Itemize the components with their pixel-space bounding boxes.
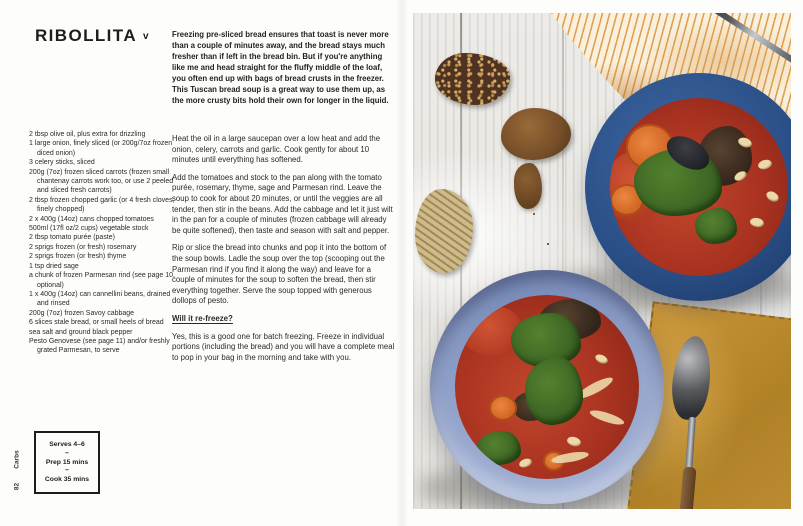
bread-crumb [514,163,542,209]
soup-far [610,98,788,276]
carrot-slice [489,395,517,421]
ingredient-item: 2 tbsp olive oil, plus extra for drizzling [29,131,146,138]
pesto-dollop [525,357,583,425]
cannellini-bean [594,353,609,366]
pesto-dollop [695,208,737,244]
ingredient-item: sea salt and ground black pepper [29,328,133,336]
vegetarian-marker: v [143,31,149,42]
seeded-cracker [435,53,510,105]
cannellini-bean [749,217,764,228]
recipe-intro: Freezing pre-sliced bread ensures that toast is never more than a couple of minutes away, and the bread stays much fresher than if left in the bread bin. But if you're anything like me and head straight for the fluffy middle of the loaf, you often end up with bags of bread crusts in the freezer. This Tuscan bread soup is a great way to use them up, as the more crusty bits hold their own for longer in the liquid. [172,30,389,105]
ingredient-item: 1 large onion, finely sliced (or 200g/7oz frozen diced onion) [29,140,173,157]
info-divider: – [65,449,69,457]
ingredient-item: 1 x 400g (14oz) can cannellini beans, drained and rinsed [29,290,171,308]
ingredient-item: 200g (7oz) frozen Savoy cabbage [29,309,135,317]
ingredient-item: 2 tbsp tomato purée (paste) [29,234,115,242]
chapter-margin-label: Carbs [13,450,21,469]
method-step: Add the tomatoes and stock to the pan along with the tomato purée, rosemary, thyme, sage and Parmesan rind. Leave the soup to cook for about 20 minutes, or until the veggies are all tender, then stir in the beans. Add the cabbage and let it just wilt in the pan for a couple of minutes (frozen cabbage will already be quite softened), then taste and season with salt and pepper. [172,172,393,235]
recipe-photo [413,13,791,509]
soup-near [455,295,639,479]
ingredient-item: 500ml (17fl oz/2 cups) vegetable stock [29,225,149,233]
method-step: Rip or slice the bread into chunks and pop it into the bottom of the soup bowls. Ladle the soup over the top (scooping out the Parmesan rind if you find it along the way) and leave for a couple of minutes for the soup to soften the bread, then stir everything together. Serve the soup topped with generous dollops of pesto. [172,243,387,306]
cannellini-bean [518,457,533,469]
refreeze-body: Yes, this is a good one for batch freezing. Freeze in individual portions (including the bread) and you will have a complete meal to pop in your bag in the morning and take with you. [172,331,395,362]
ingredient-item: 2 tbsp frozen chopped garlic (or 4 fresh cloves, finely chopped) [29,196,175,214]
info-divider: – [65,467,69,474]
serves-label: Serves 4–6 [49,441,85,448]
cannellini-bean [566,435,582,447]
crumb-specks [533,213,535,215]
soup-bowl-near [430,270,664,504]
ingredient-item: 3 celery sticks, sliced [29,159,95,167]
page-number: 82 [13,482,21,491]
refreeze-heading: Will it re-freeze? [172,313,233,323]
torn-bread-roll [501,108,571,160]
method-step: Heat the oil in a large saucepan over a low heat and add the onion, celery, carrots and garlic. Cook gently for about 10 minutes until everything has softened. [172,134,381,165]
recipe-title-row [35,26,149,46]
method-section [172,134,396,370]
onion-sliver [588,408,625,428]
ingredient-item: 1 tsp dried sage [29,262,79,270]
ingredient-item: 2 sprigs frozen (or fresh) thyme [29,253,127,261]
cannellini-bean [757,158,773,170]
dried-bread-crust [415,189,473,273]
pesto-dollop [477,431,521,465]
page-gutter [396,0,408,526]
recipe-info-box [34,431,100,494]
recipe-title: RIBOLLITA [35,26,137,45]
ingredient-item: Pesto Genovese (see page 11) and/or freshly grated Parmesan, to serve [29,337,170,355]
prep-time-label: Prep 15 mins [45,458,89,466]
ingredient-item: 200g (7oz) frozen sliced carrots (frozen small chantenay carrots work too, or use 2 peeled and sliced fresh carrots) [29,168,174,195]
ingredient-item: 6 slices stale bread, or small heels of bread [29,319,164,327]
ingredient-item: a chunk of frozen Parmesan rind (see page 10, optional) [29,272,175,289]
ingredient-item: 2 sprigs frozen (or fresh) rosemary [29,243,137,251]
ingredients-list [29,130,181,356]
cannellini-bean [765,189,781,203]
ingredient-item: 2 x 400g (14oz) cans chopped tomatoes [29,215,154,223]
cook-time-label: Cook 35 mins [44,476,90,483]
